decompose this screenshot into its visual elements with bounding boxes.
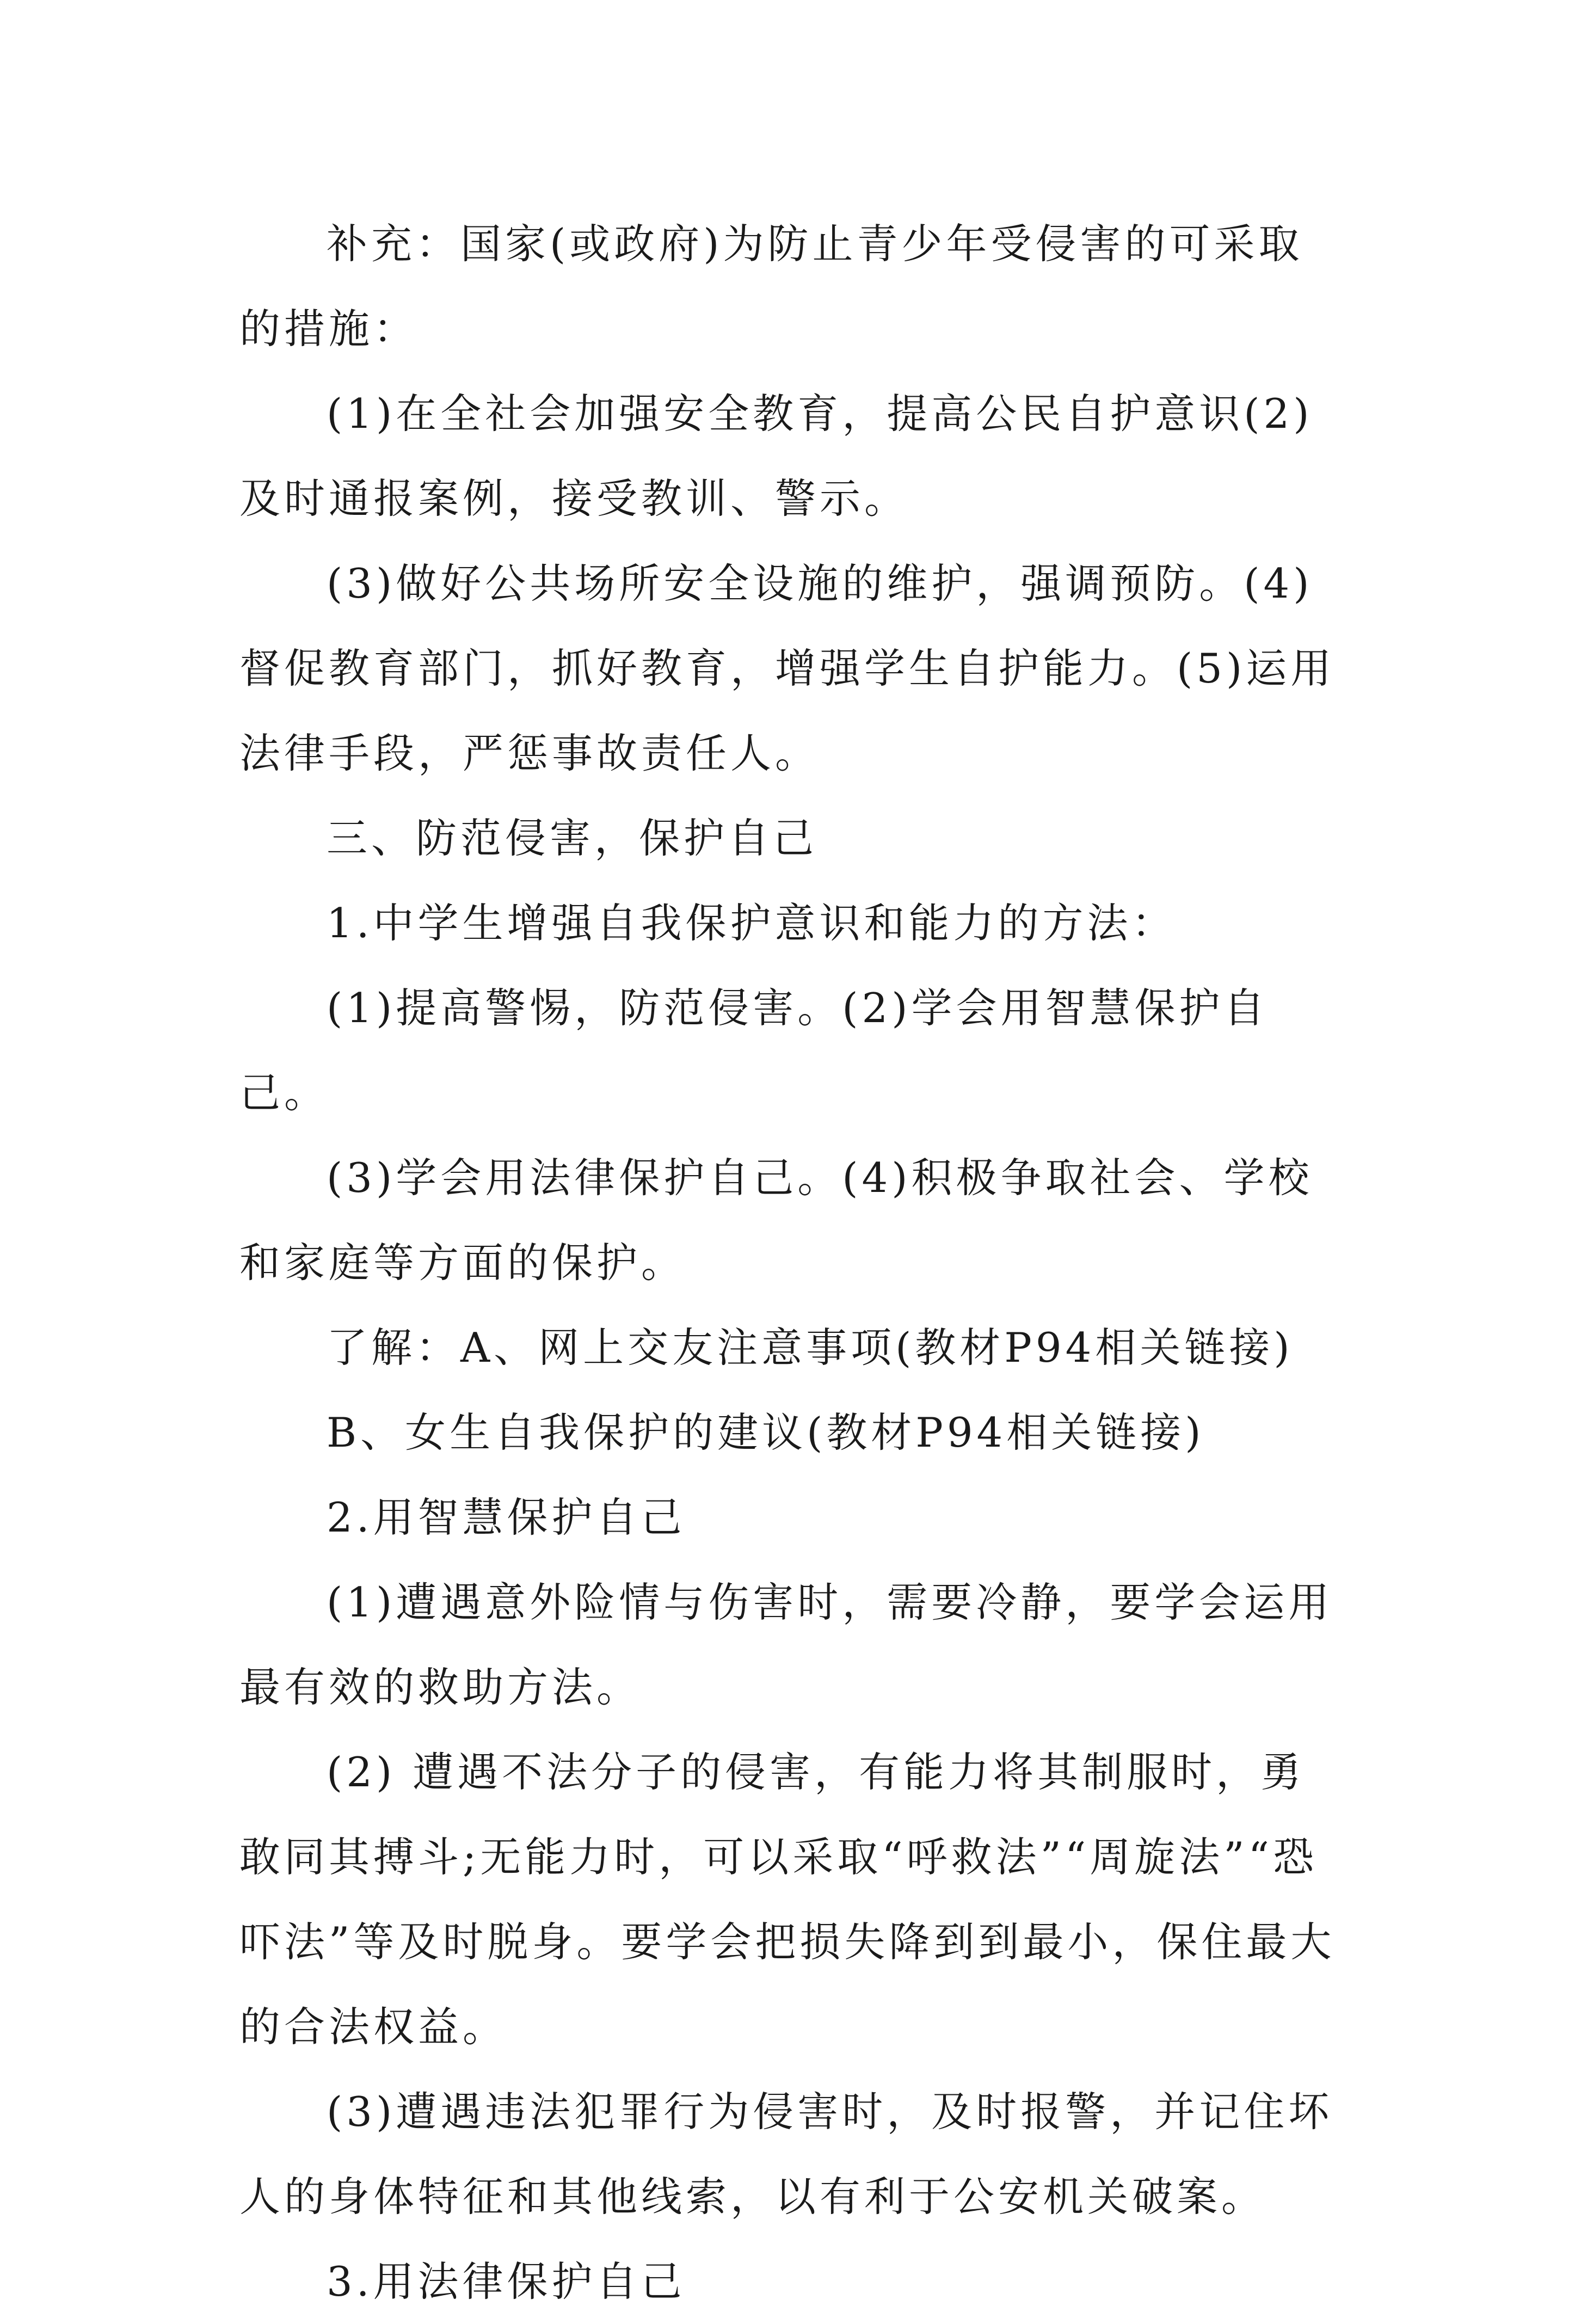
subheading-use-law: 3.用法律保护自己: [327, 2258, 686, 2305]
paragraph-measures-3-5: (3)做好公共场所安全设施的维护，强调预防。(4)督促教育部门，抓好教育，增强学生自护能力。(5)运用法律手段，严惩事故责任人。: [239, 560, 1336, 777]
paragraph-wisdom-1: (1)遭遇意外险情与伤害时，需要冷静，要学会运用最有效的救助方法。: [239, 1578, 1333, 1711]
paragraph-wisdom-2: (2) 遭遇不法分子的侵害，有能力将其制服时，勇敢同其搏斗;无能力时，可以采取“呼救法”“周旋法”“恐吓法”等及时脱身。要学会把损失降到到最小，保住最大的合法权益。: [239, 1748, 1336, 2051]
section-heading-prevent-harm: 三、防范侵害，保护自己: [327, 814, 818, 862]
paragraph-note-online-friends: 了解：A、网上交友注意事项(教材P94相关链接): [327, 1324, 1294, 1372]
paragraph-measures-1-2: (1)在全社会加强安全教育，提高公民自护意识(2)及时通报案例，接受教训、警示。: [239, 390, 1313, 522]
paragraph-supplement-heading: 补充：国家(或政府)为防止青少年受侵害的可采取的措施：: [239, 220, 1303, 353]
paragraph-self-protection-methods: 1.中学生增强自我保护意识和能力的方法：: [327, 899, 1177, 947]
subheading-use-wisdom: 2.用智慧保护自己: [327, 1493, 686, 1541]
paragraph-note-girls-safety: B、女生自我保护的建议(教材P94相关链接): [327, 1409, 1205, 1456]
paragraph-methods-3-4: (3)学会用法律保护自己。(4)积极争取社会、学校和家庭等方面的保护。: [239, 1154, 1313, 1287]
document-body: [239, 201, 1344, 2324]
paragraph-methods-1-2: (1)提高警惕，防范侵害。(2)学会用智慧保护自己。: [239, 984, 1269, 1117]
paragraph-wisdom-3: (3)遭遇违法犯罪行为侵害时，及时报警，并记住坏人的身体特征和其他线索，以有利于公安机关破案。: [239, 2088, 1333, 2221]
